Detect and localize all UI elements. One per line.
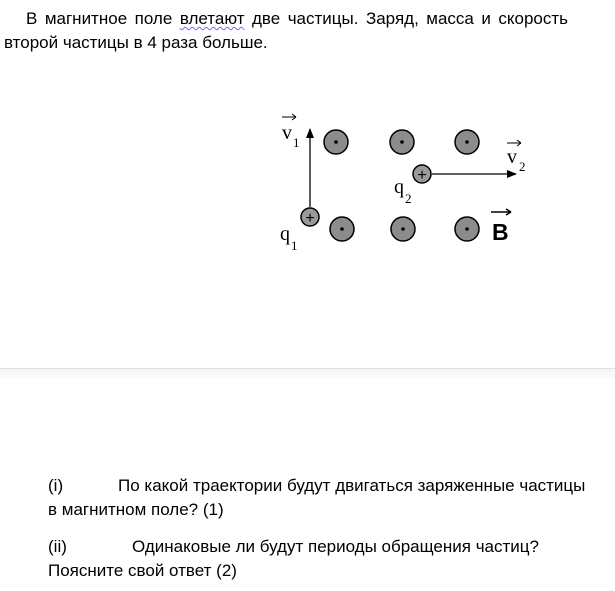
v1-subscript: 1 [293, 135, 300, 150]
field-dot-icon [330, 217, 354, 241]
question-1 [48, 474, 588, 522]
q1-plus-sign: + [305, 210, 315, 227]
field-dot-icon [324, 130, 348, 154]
page-separator [0, 368, 615, 378]
v1-label: v [282, 122, 292, 144]
q1-label: q [280, 223, 290, 245]
question-2 [48, 535, 588, 583]
field-dot-icon [390, 130, 414, 154]
question-1-number: (i) [48, 476, 64, 495]
particle-q1-icon [301, 208, 319, 227]
q2-plus-sign: + [417, 167, 427, 184]
q2-label: q [394, 176, 404, 198]
question-1-text: По какой траектории будут двигаться заряженные частицы в магнитном поле? (1) [48, 476, 586, 519]
v2-label: v [507, 146, 517, 168]
q1-subscript: 1 [291, 238, 298, 253]
field-dot-icon [455, 217, 479, 241]
question-2-number: (ii) [48, 537, 67, 556]
particle-q2-icon [413, 165, 431, 184]
q2-subscript: 2 [405, 191, 412, 206]
field-dot-icon [391, 217, 415, 241]
intro-text-start: В магнитное поле [26, 9, 180, 28]
question-2-text: Одинаковые ли будут периоды обращения частиц? Поясните свой ответ (2) [48, 537, 539, 580]
spellcheck-marked-word: влетают [179, 9, 245, 28]
field-dot-icon [455, 130, 479, 154]
intro-text-end: две частицы. Заряд, масса и скорость второй частицы в 4 раза больше. [4, 9, 569, 52]
v2-subscript: 2 [519, 159, 526, 174]
field-b-label: B [492, 219, 509, 245]
